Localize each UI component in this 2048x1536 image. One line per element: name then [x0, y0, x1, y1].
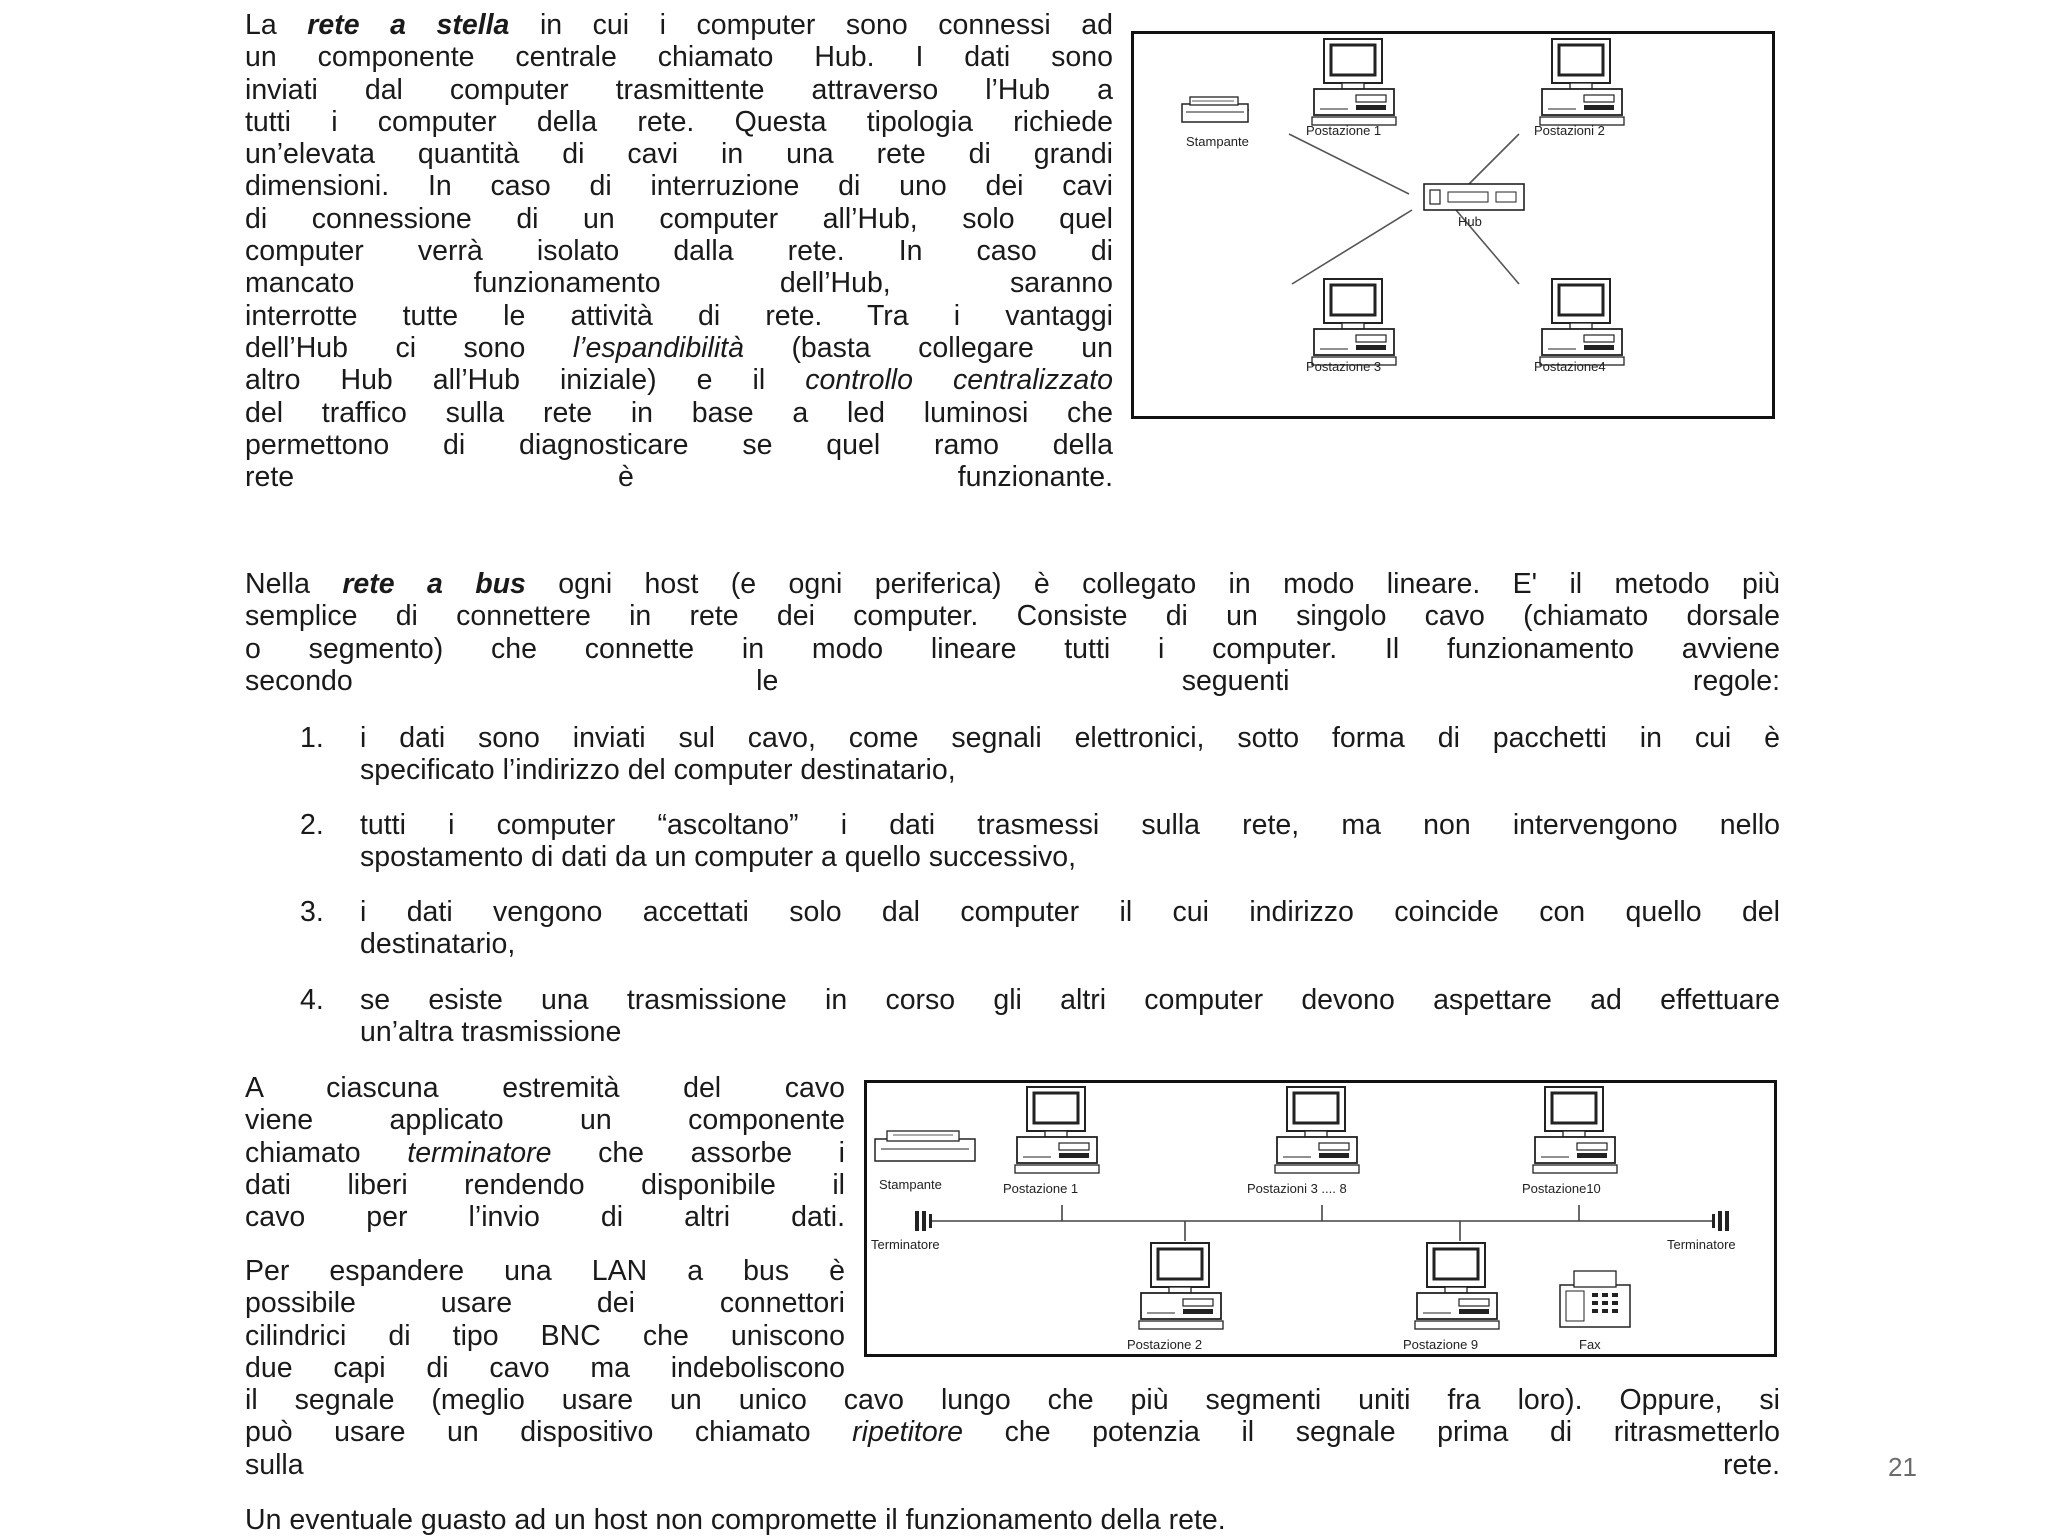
list-item-text: [360, 722, 1780, 787]
terminator-paragraph: [245, 1072, 845, 1233]
text-line: secondo le seguenti regole:: [245, 664, 1780, 697]
fax-label: Fax: [1579, 1337, 1601, 1352]
workstations-3-8-icon: [1275, 1087, 1359, 1173]
text-line: computer verrà isolato dalla rete. In caso di: [245, 235, 1113, 268]
expand-paragraph-top: [245, 1255, 845, 1384]
bus-rule-2: [300, 809, 1780, 874]
text-line: due capi di cavo ma indeboliscono: [245, 1351, 845, 1384]
text-line: viene applicato un componente: [245, 1104, 845, 1137]
list-item-text: [360, 984, 1780, 1049]
workstation-2-icon: [1540, 39, 1624, 125]
workstation-3-label: Postazione 3: [1306, 359, 1382, 374]
text-line: rete è funzionante.: [245, 461, 1113, 494]
workstation-1-icon: [1312, 39, 1396, 125]
workstation-10-icon: [1533, 1087, 1617, 1173]
printer-label: Stampante: [879, 1177, 942, 1192]
list-item-text: [360, 809, 1780, 874]
hub-icon: [1424, 184, 1524, 210]
workstations-3-8-label: Postazioni 3 .... 8: [1247, 1181, 1347, 1196]
printer-icon: [1182, 97, 1248, 122]
fax-icon: [1560, 1271, 1630, 1327]
text-line: Per espandere una LAN a bus è: [245, 1255, 845, 1287]
bus-rule-4: [300, 984, 1780, 1049]
text-line: possibile usare dei connettori: [245, 1287, 845, 1320]
text-line: un’altra trasmissione: [360, 1016, 622, 1049]
text-line: destinatario,: [360, 928, 516, 961]
text-line: di connessione di un computer all’Hub, solo quel: [245, 202, 1113, 235]
text-line: i dati vengono accettati solo dal computer il cui indirizzo coincide con quello del: [360, 896, 1780, 928]
emphasis-italic: controllo centralizzato: [805, 364, 1113, 397]
text-line: altro Hub all’Hub iniziale) e il controllo centralizzato: [245, 364, 1113, 397]
emphasis-bold-italic: rete a bus: [342, 568, 526, 600]
workstation-1-label: Postazione 1: [1003, 1181, 1079, 1196]
text-line: un componente centrale chiamato Hub. I dati sono: [245, 41, 1113, 74]
text-line: La rete a stella in cui i computer sono connessi ad: [245, 9, 1113, 41]
text-line: del traffico sulla rete in base a led luminosi che: [245, 396, 1113, 429]
workstation-2-label: Postazioni 2: [1534, 123, 1605, 138]
bus-rule-1: [300, 722, 1780, 787]
star-topology-diagram: [1134, 34, 1778, 422]
terminator-right-label: Terminatore: [1667, 1237, 1736, 1252]
emphasis-italic: ripetitore: [852, 1416, 964, 1449]
workstation-1-icon: [1015, 1087, 1099, 1173]
text-line: permettono di diagnosticare se quel ramo della: [245, 428, 1113, 461]
page-number: 21: [1888, 1452, 1917, 1482]
list-number: 2.: [300, 809, 324, 841]
bus-rule-3: [300, 896, 1780, 961]
text-line: A ciascuna estremità del cavo: [245, 1072, 845, 1104]
text-line: o segmento) che connette in modo lineare tutti i computer. Il funzionamento avviene: [245, 632, 1780, 665]
star-paragraph: [245, 9, 1113, 493]
text-line: sulla rete.: [245, 1448, 1780, 1481]
text-line: spostamento di dati da un computer a quello successivo,: [360, 841, 1077, 874]
text-line: interrotte tutte le attività di rete. Tra i vantaggi: [245, 299, 1113, 332]
workstation-2-label: Postazione 2: [1127, 1337, 1203, 1352]
text-line: tutti i computer della rete. Questa tipologia richiede: [245, 105, 1113, 138]
text-line: cavo per l’invio di altri dati.: [245, 1201, 845, 1234]
terminator-left-icon: [915, 1211, 932, 1231]
closing-sentence: Un eventuale guasto ad un host non compromette il funzionamento della rete.: [245, 1504, 1226, 1536]
expand-paragraph-bottom: [245, 1384, 1780, 1481]
text-line: può usare un dispositivo chiamato ripetitore che potenzia il segnale prima di ritrasmetterlo: [245, 1416, 1780, 1449]
emphasis-italic: l’espandibilità: [572, 331, 744, 364]
workstation-4-label: Postazione4: [1534, 359, 1606, 374]
workstation-2-icon: [1139, 1243, 1223, 1329]
text-line: mancato funzionamento dell’Hub, saranno: [245, 267, 1113, 300]
terminator-left-label: Terminatore: [871, 1237, 940, 1252]
bus-topology-diagram: [867, 1083, 1780, 1360]
workstation-9-label: Postazione 9: [1403, 1337, 1479, 1352]
text-line: se esiste una trasmissione in corso gli altri computer devono aspettare ad effettuare: [360, 984, 1780, 1016]
text-line: il segnale (meglio usare un unico cavo lungo che più segmenti uniti fra loro). Oppure, si: [245, 1384, 1780, 1416]
terminator-right-icon: [1712, 1211, 1729, 1231]
workstation-1-label: Postazione 1: [1306, 123, 1382, 138]
printer-icon: [875, 1131, 975, 1161]
star-topology-figure: [1131, 31, 1775, 419]
text-line: un’elevata quantità di cavi in una rete di grandi: [245, 138, 1113, 171]
hub-label: Hub: [1458, 214, 1482, 229]
list-number: 3.: [300, 896, 324, 928]
text-line: Nella rete a bus ogni host (e ogni periferica) è collegato in modo lineare. E' il metodo più: [245, 568, 1780, 600]
text-line: specificato l’indirizzo del computer destinatario,: [360, 754, 956, 787]
text-line: inviati dal computer trasmittente attraverso l’Hub a: [245, 73, 1113, 106]
text-line: cilindrici di tipo BNC che uniscono: [245, 1319, 845, 1352]
bus-topology-figure: [864, 1080, 1777, 1357]
printer-label: Stampante: [1186, 134, 1249, 149]
text-line: dell’Hub ci sono l’espandibilità (basta collegare un: [245, 331, 1113, 364]
workstation-4-icon: [1540, 279, 1624, 365]
text-line: tutti i computer “ascoltano” i dati trasmessi sulla rete, ma non intervengono nello: [360, 809, 1780, 841]
text-line: chiamato terminatore che assorbe i: [245, 1136, 845, 1169]
workstation-10-label: Postazione10: [1522, 1181, 1601, 1196]
emphasis-italic: terminatore: [407, 1136, 552, 1169]
list-item-text: [360, 896, 1780, 961]
list-number: 1.: [300, 722, 324, 754]
text-line: dimensioni. In caso di interruzione di uno dei cavi: [245, 170, 1113, 203]
text-line: dati liberi rendendo disponibile il: [245, 1168, 845, 1201]
workstation-9-icon: [1415, 1243, 1499, 1329]
emphasis-bold-italic: rete a stella: [307, 9, 510, 41]
text-line: i dati sono inviati sul cavo, come segnali elettronici, sotto forma di pacchetti in cui è: [360, 722, 1780, 754]
bus-intro-paragraph: [245, 568, 1780, 697]
list-number: 4.: [300, 984, 324, 1016]
workstation-3-icon: [1312, 279, 1396, 365]
bus-backbone-cable: [929, 1205, 1712, 1241]
text-line: semplice di connettere in rete dei computer. Consiste di un singolo cavo (chiamato dorsale: [245, 600, 1780, 633]
